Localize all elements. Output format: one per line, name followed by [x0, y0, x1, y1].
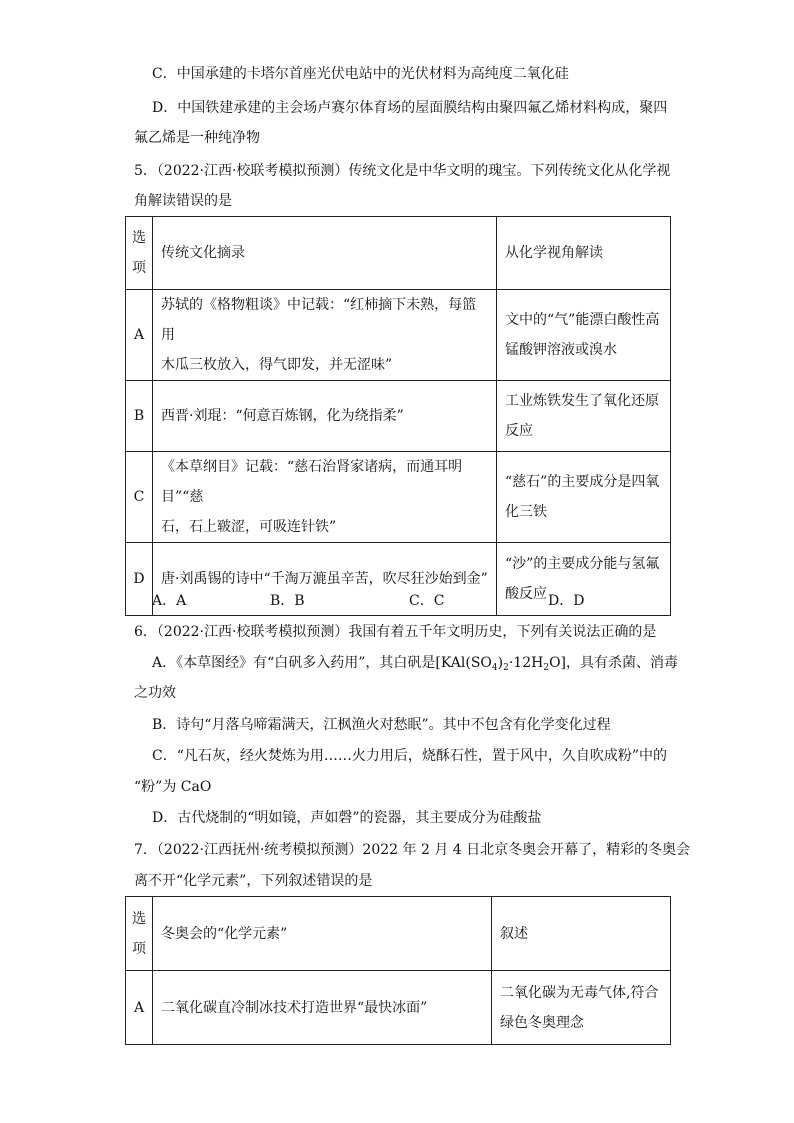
- row-excerpt: [153, 452, 497, 543]
- excerpt-line: 木瓜三枚放入，得气即发，并无涩味”: [161, 357, 393, 373]
- formula-subscript: 2: [503, 663, 509, 673]
- q6-option-d: D．古代烧制的“明如镜，声如磬”的瓷器，其主要成分为硅酸盐: [152, 810, 542, 826]
- header-element-cell: 冬奥会的“化学元素”: [153, 897, 492, 971]
- row-element: 二氧化碳直冷制冰技术打造世界“最快冰面”: [153, 971, 492, 1045]
- interpretation-line: 反应: [505, 423, 533, 439]
- header-description-cell: 叙述: [492, 897, 671, 971]
- interpretation-line: 锰酸钾溶液或溴水: [505, 342, 617, 358]
- q7-table: [125, 896, 671, 1045]
- table-row: [126, 971, 671, 1045]
- q5-stem-continued: 角解读错误的是: [134, 193, 232, 209]
- q5-option-d: D．D: [548, 593, 585, 609]
- header-option-label-line1: 选: [132, 230, 146, 246]
- q6-option-c: C．“凡石灰，经火焚炼为用……火力用后，烧酥石性，置于风中，久自吹成粉”中的: [152, 748, 668, 764]
- formula-text: O]，具有杀菌、消毒: [549, 655, 679, 671]
- row-excerpt: [153, 381, 497, 452]
- excerpt-line: 苏轼的《格物粗谈》中记载：“红柿摘下未熟，每篮用: [161, 297, 477, 343]
- q7-stem-continued: 离不开“化学元素”，下列叙述错误的是: [134, 873, 373, 889]
- row-interpretation: [497, 290, 671, 381]
- table-header-row: [126, 897, 671, 971]
- excerpt-line: 唐·刘禹锡的诗中“千淘万漉虽辛苦，吹尽狂沙始到金”: [161, 571, 488, 587]
- row-interpretation: [497, 381, 671, 452]
- q7-stem: 7．（2022·江西抚州·统考模拟预测）2022 年 2 月 4 日北京冬奥会开幕了，精彩的冬奥会: [134, 842, 691, 858]
- q4-option-c: C．中国承建的卡塔尔首座光伏电站中的光伏材料为高纯度二氧化硅: [152, 66, 569, 82]
- table-row: [126, 381, 671, 452]
- row-description: [492, 971, 671, 1045]
- q4-option-d: D．中国铁建承建的主会场卢赛尔体育场的屋面膜结构由聚四氟乙烯材料构成，聚四: [152, 100, 668, 116]
- description-line: 绿色冬奥理念: [500, 1014, 584, 1031]
- q5-table: [125, 216, 671, 616]
- formula-subscript: 4: [491, 663, 498, 673]
- q5-option-a: A．A: [152, 593, 187, 609]
- header-option-cell: [126, 217, 153, 290]
- q6-stem: 6．（2022·江西·校联考模拟预测）我国有着五千年文明历史，下列有关说法正确的是: [134, 624, 657, 640]
- excerpt-line: 《本草纲目》记载：“慈石治肾家诸病，而通耳明目”“慈: [161, 459, 463, 505]
- row-key: A: [126, 290, 153, 381]
- header-option-label-line2: 项: [132, 940, 146, 957]
- header-interpretation-cell: 从化学视角解读: [497, 217, 671, 290]
- interpretation-line: 文中的“气”能漂白酸性高: [505, 312, 660, 328]
- header-option-cell: [126, 897, 153, 971]
- table-row: [126, 452, 671, 543]
- q5-option-c: C．C: [409, 593, 445, 609]
- row-key: C: [126, 452, 153, 543]
- excerpt-line: 石，石上皲涩，可吸连针铁”: [161, 519, 337, 535]
- description-line: 二氧化碳为无毒气体,符合: [500, 984, 659, 1001]
- q6-option-a-continued: 之功效: [134, 685, 176, 701]
- q5-option-b: B．B: [270, 593, 305, 609]
- header-tradition-cell: 传统文化摘录: [153, 217, 497, 290]
- row-excerpt: [153, 290, 497, 381]
- row-interpretation: [497, 452, 671, 543]
- header-option-label-line2: 项: [132, 260, 146, 276]
- interpretation-line: 化三铁: [505, 504, 547, 520]
- q5-options: [152, 590, 672, 610]
- header-option-label-line1: 选: [132, 910, 146, 927]
- q6-option-a: [152, 653, 678, 678]
- formula-text: A．《本草图经》有“白矾多入药用”，其白矾是[KAl(SO: [152, 655, 492, 671]
- q5-stem: 5．（2022·江西·校联考模拟预测）传统文化是中华文明的瑰宝。下列传统文化从化学视: [134, 163, 671, 179]
- row-key: A: [126, 971, 153, 1045]
- interpretation-line: “沙”的主要成分能与氢氟: [505, 556, 660, 572]
- q6-option-b: B．诗句“月落乌啼霜满天，江枫渔火对愁眠”。其中不包含有化学变化过程: [152, 717, 611, 733]
- interpretation-line: 酸反应: [505, 586, 547, 602]
- q4-option-d-continued: 氟乙烯是一种纯净物: [134, 130, 260, 146]
- interpretation-line: “慈石”的主要成分是四氧: [505, 474, 660, 490]
- formula-subscript: 2: [543, 663, 550, 673]
- interpretation-line: 工业炼铁发生了氧化还原: [505, 393, 659, 409]
- table-header-row: [126, 217, 671, 290]
- table-row: [126, 290, 671, 381]
- row-key: B: [126, 381, 153, 452]
- row-key: D: [126, 543, 153, 616]
- q6-option-c-continued: “粉”为 CaO: [134, 779, 212, 795]
- formula-text: ): [497, 655, 504, 671]
- formula-text: ·12H: [508, 655, 544, 671]
- excerpt-line: 西晋·刘琨：“何意百炼钢，化为绕指柔”: [161, 408, 404, 424]
